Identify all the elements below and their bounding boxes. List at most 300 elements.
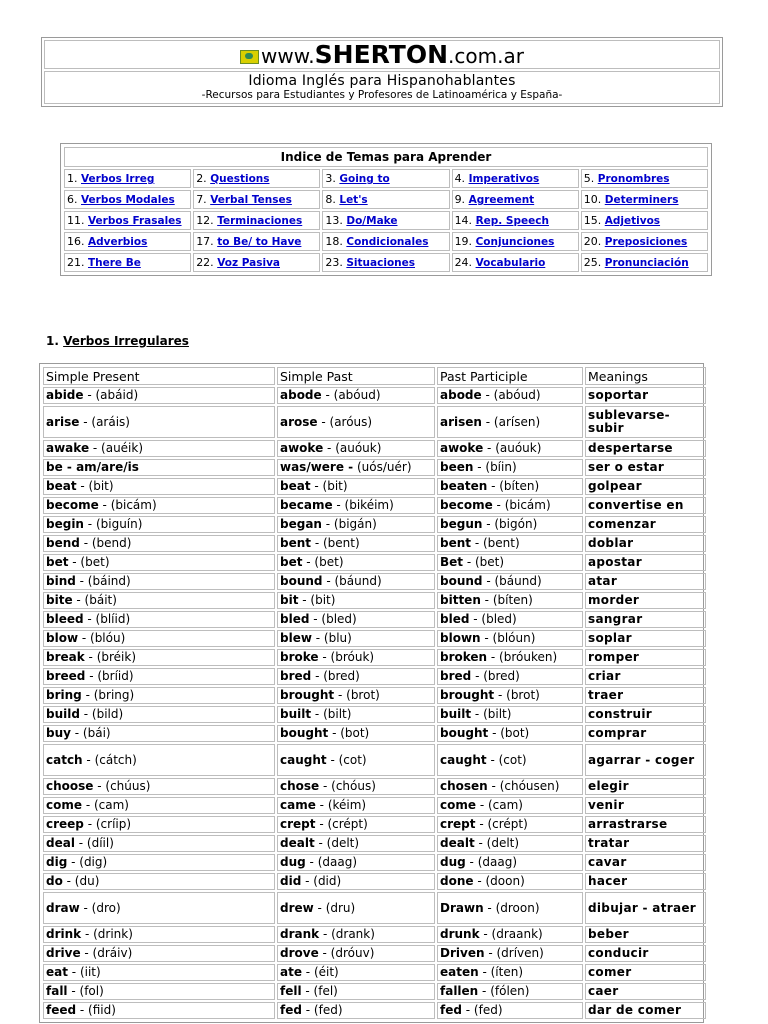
verb-pronunciation: - (bred) <box>311 669 360 683</box>
verb-pronunciation: - (aráis) <box>79 414 130 429</box>
verb-word: fall <box>46 984 68 998</box>
verb-cell <box>437 835 583 852</box>
verb-word: became <box>280 498 333 512</box>
index-number: 16. <box>67 235 85 248</box>
verb-word: began <box>280 517 322 531</box>
index-link[interactable]: Vocabulario <box>475 257 546 269</box>
index-link[interactable]: Questions <box>210 173 270 185</box>
verb-cell <box>437 687 583 704</box>
index-number: 11. <box>67 214 85 227</box>
verb-cell <box>437 873 583 890</box>
verb-word: caught <box>440 752 487 767</box>
verb-word: bitten <box>440 593 481 607</box>
verb-pronunciation: - (fed) <box>301 1003 343 1017</box>
index-link[interactable]: Preposiciones <box>604 236 688 248</box>
verb-pronunciation: - (cam) <box>82 798 129 812</box>
table-row <box>43 516 706 533</box>
column-header: Simple Past <box>277 367 435 385</box>
verb-word: bleed <box>46 612 84 626</box>
index-cell <box>64 190 191 209</box>
table-row <box>43 835 706 852</box>
index-link[interactable]: Let's <box>339 194 368 206</box>
topic-index <box>60 143 712 276</box>
verb-cell <box>437 778 583 795</box>
verb-cell <box>277 816 435 833</box>
table-row <box>43 725 706 742</box>
verb-word: crept <box>280 817 316 831</box>
verb-cell <box>437 945 583 962</box>
verb-word: begun <box>440 517 483 531</box>
verb-cell <box>43 611 275 628</box>
verb-word: do <box>46 874 63 888</box>
verb-word: bound <box>440 574 483 588</box>
verb-cell <box>43 1002 275 1019</box>
verb-pronunciation: - (bicám) <box>492 498 551 512</box>
verb-cell <box>277 873 435 890</box>
verb-pronunciation: - (brot) <box>494 688 540 702</box>
verb-pronunciation: - (drink) <box>81 927 133 941</box>
verb-pronunciation: - (bet) <box>463 555 505 569</box>
verb-cell <box>43 478 275 495</box>
verb-cell <box>437 892 583 924</box>
index-link[interactable]: Determiners <box>604 194 679 206</box>
index-number: 4. <box>454 172 466 185</box>
verb-word: broke <box>280 650 319 664</box>
table-row <box>43 945 706 962</box>
verb-cell <box>437 983 583 1000</box>
index-link[interactable]: Situaciones <box>346 257 415 269</box>
verb-pronunciation: - (biguín) <box>83 517 143 531</box>
index-link[interactable]: Verbos Frasales <box>88 215 182 227</box>
verb-pronunciation: - (blíid) <box>83 612 131 626</box>
meaning-cell: agarrar - coger <box>585 744 706 776</box>
index-link[interactable]: Imperativos <box>468 173 540 185</box>
verb-pronunciation: - (báind) <box>75 574 131 588</box>
verb-pronunciation: - (droon) <box>483 900 540 915</box>
verb-word: dealt <box>280 836 315 850</box>
index-cell <box>64 253 191 272</box>
table-row <box>43 926 706 943</box>
verb-word: chosen <box>440 779 488 793</box>
verb-pronunciation: - (delt) <box>314 836 360 850</box>
index-link[interactable]: Adjetivos <box>604 215 661 227</box>
index-cell <box>581 232 708 251</box>
meaning-cell: construir <box>585 706 706 723</box>
verb-pronunciation: - (bit) <box>76 479 114 493</box>
verb-pronunciation: - (fel) <box>301 984 338 998</box>
verb-pronunciation: - (bet) <box>302 555 344 569</box>
verb-cell <box>43 816 275 833</box>
verb-cell <box>43 926 275 943</box>
verb-cell <box>43 854 275 871</box>
index-number: 19. <box>454 235 473 248</box>
table-row <box>43 983 706 1000</box>
verb-word: arisen <box>440 414 482 429</box>
index-number: 2. <box>196 172 207 185</box>
section-heading <box>46 334 189 348</box>
verb-cell <box>437 387 583 404</box>
verb-pronunciation: - (bikéim) <box>332 498 394 512</box>
verb-word: become <box>46 498 99 512</box>
verb-word: broken <box>440 650 488 664</box>
meaning-cell: despertarse <box>585 440 706 457</box>
meaning-cell: golpear <box>585 478 706 495</box>
verb-pronunciation: - (éit) <box>301 965 339 979</box>
index-link[interactable]: Do/Make <box>346 215 398 227</box>
index-number: 10. <box>583 193 602 206</box>
verb-cell <box>277 554 435 571</box>
verb-word: arose <box>280 414 318 429</box>
index-link[interactable]: Pronombres <box>597 173 670 185</box>
verb-word: fallen <box>440 984 479 998</box>
verb-cell <box>437 611 583 628</box>
verb-cell <box>277 797 435 814</box>
index-cell <box>452 232 579 251</box>
verb-pronunciation: - (bicám) <box>98 498 157 512</box>
verb-pronunciation: - (blu) <box>311 631 352 645</box>
verb-pronunciation: - (auéik) <box>89 441 144 455</box>
verb-cell <box>43 687 275 704</box>
meaning-cell: conducir <box>585 945 706 962</box>
meaning-cell: apostar <box>585 554 706 571</box>
table-row <box>43 554 706 571</box>
verb-cell <box>437 926 583 943</box>
verb-word: blown <box>440 631 481 645</box>
verb-pronunciation: - (bent) <box>471 536 520 550</box>
index-row <box>64 253 708 272</box>
index-link[interactable]: Agreement <box>468 194 535 206</box>
verb-word: awake <box>46 441 90 455</box>
index-link[interactable]: Voz Pasiva <box>217 257 280 269</box>
verb-word: bet <box>46 555 69 569</box>
verb-cell <box>277 945 435 962</box>
index-number: 23. <box>325 256 343 269</box>
verb-word: drank <box>280 927 320 941</box>
table-row <box>43 406 706 438</box>
verb-word: bought <box>280 726 329 740</box>
verb-cell <box>277 630 435 647</box>
verb-word: ate <box>280 965 302 979</box>
verb-cell <box>277 649 435 666</box>
verb-cell <box>277 778 435 795</box>
verb-word: drew <box>280 900 314 915</box>
table-row <box>43 459 706 476</box>
verb-cell <box>437 668 583 685</box>
verb-word: fed <box>280 1003 302 1017</box>
verb-word: feed <box>46 1003 77 1017</box>
irregular-verbs-table <box>39 363 704 1023</box>
brand-name: SHERTON <box>314 40 449 69</box>
verb-word: abide <box>46 388 84 402</box>
verb-pronunciation: - (íten) <box>478 965 524 979</box>
verb-cell <box>277 926 435 943</box>
meaning-cell: atar <box>585 573 706 590</box>
table-row <box>43 440 706 457</box>
verb-pronunciation: - (dro) <box>79 900 121 915</box>
table-row <box>43 964 706 981</box>
verb-word: eat <box>46 965 68 979</box>
verb-word: bit <box>280 593 299 607</box>
verb-word: brought <box>440 688 495 702</box>
meaning-cell: criar <box>585 668 706 685</box>
verb-word: bite <box>46 593 73 607</box>
table-row <box>43 744 706 776</box>
table-row <box>43 778 706 795</box>
verb-pronunciation: - (kéim) <box>315 798 367 812</box>
verb-cell <box>277 1002 435 1019</box>
verb-word: bring <box>46 688 82 702</box>
verb-pronunciation: - (auóuk) <box>483 441 542 455</box>
verb-word: crept <box>440 817 476 831</box>
meaning-cell: sangrar <box>585 611 706 628</box>
verb-pronunciation: - (iit) <box>67 965 101 979</box>
table-row <box>43 816 706 833</box>
index-number: 13. <box>325 214 343 227</box>
verb-word: Driven <box>440 946 485 960</box>
meaning-cell: dibujar - atraer <box>585 892 706 924</box>
verb-cell <box>43 945 275 962</box>
verb-pronunciation: - (bróuken) <box>487 650 558 664</box>
index-link[interactable]: Verbal Tenses <box>210 194 292 206</box>
verb-word: been <box>440 460 474 474</box>
index-cell <box>322 211 449 230</box>
index-number: 18. <box>325 235 343 248</box>
verb-word: arise <box>46 414 80 429</box>
index-link[interactable]: Going to <box>339 173 390 185</box>
verb-word: catch <box>46 752 83 767</box>
verb-cell <box>437 406 583 438</box>
site-tagline: -Recursos para Estudiantes y Profesores de Latinoamérica y España- <box>201 89 563 101</box>
verb-pronunciation: - (daag) <box>305 855 357 869</box>
verb-pronunciation: - (chúus) <box>93 779 151 793</box>
verb-word: awoke <box>280 441 324 455</box>
index-cell <box>581 190 708 209</box>
verb-pronunciation: - (bot) <box>488 726 530 740</box>
verb-pronunciation: - (bring) <box>81 688 135 702</box>
index-number: 8. <box>325 193 336 206</box>
index-cell <box>452 190 579 209</box>
index-number: 3. <box>325 172 336 185</box>
verb-pronunciation: - (did) <box>301 874 342 888</box>
verb-pronunciation: - (crépt) <box>315 817 368 831</box>
verb-cell <box>277 440 435 457</box>
verb-pronunciation: - (draank) <box>479 927 543 941</box>
meaning-cell: convertise en <box>585 497 706 514</box>
verb-word: bred <box>280 669 312 683</box>
verb-word: blew <box>280 631 312 645</box>
verb-pronunciation: - (cam) <box>476 798 523 812</box>
site-header <box>41 37 723 107</box>
index-number: 24. <box>454 256 473 269</box>
index-cell <box>193 232 320 251</box>
verb-word: come <box>46 798 82 812</box>
verb-cell <box>277 668 435 685</box>
table-row <box>43 706 706 723</box>
verb-pronunciation: - (báit) <box>72 593 117 607</box>
verb-cell <box>43 440 275 457</box>
verb-cell <box>43 554 275 571</box>
verb-cell <box>437 459 583 476</box>
index-link[interactable]: There Be <box>88 257 141 269</box>
verb-pronunciation: - (auóuk) <box>323 441 382 455</box>
verb-pronunciation: - (abóud) <box>321 388 381 402</box>
index-cell <box>581 169 708 188</box>
verb-pronunciation: - (fol) <box>67 984 104 998</box>
table-row <box>43 873 706 890</box>
index-number: 20. <box>583 235 602 248</box>
meaning-cell: comenzar <box>585 516 706 533</box>
verb-cell <box>43 649 275 666</box>
table-row <box>43 1002 706 1019</box>
verb-word: bled <box>280 612 310 626</box>
verb-pronunciation: - (bigán) <box>321 517 377 531</box>
verb-word: drive <box>46 946 81 960</box>
meaning-cell: venir <box>585 797 706 814</box>
verb-pronunciation: - (bái) <box>70 726 111 740</box>
verb-word: caught <box>280 752 327 767</box>
index-link[interactable]: Rep. Speech <box>475 215 549 227</box>
verb-cell <box>277 592 435 609</box>
index-cell <box>452 253 579 272</box>
verb-pronunciation: - (báund) <box>482 574 542 588</box>
verb-word: drunk <box>440 927 480 941</box>
verb-word: breed <box>46 669 86 683</box>
index-title: Indice de Temas para Aprender <box>64 147 708 167</box>
column-header: Past Participle <box>437 367 583 385</box>
verb-cell <box>43 497 275 514</box>
index-number: 17. <box>196 235 214 248</box>
verb-cell <box>277 478 435 495</box>
verb-word: beat <box>280 479 311 493</box>
verb-pronunciation: - (cot) <box>326 752 367 767</box>
verb-word: bent <box>440 536 472 550</box>
verb-pronunciation: - (bred) <box>471 669 520 683</box>
index-cell <box>322 253 449 272</box>
verb-pronunciation: - (bigón) <box>482 517 538 531</box>
index-cell <box>64 211 191 230</box>
verb-pronunciation: - (bíin) <box>473 460 517 474</box>
verb-pronunciation: - (bot) <box>328 726 370 740</box>
verb-word: bet <box>280 555 303 569</box>
index-link[interactable]: Verbos Irreg <box>81 173 155 185</box>
verb-word: Drawn <box>440 900 484 915</box>
verb-cell <box>277 387 435 404</box>
verb-cell <box>437 744 583 776</box>
site-subtitle-box <box>44 71 720 104</box>
verb-cell <box>277 706 435 723</box>
verb-cell <box>43 964 275 981</box>
verb-cell <box>43 459 275 476</box>
verb-word: drink <box>46 927 82 941</box>
column-header: Simple Present <box>43 367 275 385</box>
table-row <box>43 497 706 514</box>
verb-pronunciation: - (abáid) <box>83 388 139 402</box>
verb-pronunciation: - (fiid) <box>76 1003 116 1017</box>
verb-cell <box>437 1002 583 1019</box>
verb-cell <box>277 835 435 852</box>
table-row <box>43 854 706 871</box>
table-row <box>43 611 706 628</box>
verb-word: abode <box>440 388 482 402</box>
verb-word: fell <box>280 984 302 998</box>
table-row <box>43 478 706 495</box>
index-link[interactable]: Conjunciones <box>475 236 555 248</box>
site-brand[interactable] <box>44 40 720 69</box>
verb-pronunciation: - (delt) <box>474 836 520 850</box>
verb-cell <box>277 854 435 871</box>
meaning-cell: soportar <box>585 387 706 404</box>
verb-word: bend <box>46 536 80 550</box>
index-row <box>64 190 708 209</box>
verb-pronunciation: - (dróuv) <box>318 946 375 960</box>
verb-pronunciation: - (bríid) <box>85 669 134 683</box>
verb-cell <box>437 706 583 723</box>
verb-cell <box>437 535 583 552</box>
meaning-cell: romper <box>585 649 706 666</box>
verb-cell <box>43 892 275 924</box>
verb-cell <box>437 592 583 609</box>
verb-pronunciation: - (bréik) <box>84 650 137 664</box>
verb-cell <box>437 554 583 571</box>
verb-pronunciation: - (bíten) <box>487 479 540 493</box>
meaning-cell: elegir <box>585 778 706 795</box>
verb-cell <box>43 725 275 742</box>
index-link[interactable]: Terminaciones <box>217 215 303 227</box>
verb-pronunciation: - (bled) <box>309 612 357 626</box>
verb-cell <box>437 816 583 833</box>
verb-cell <box>43 797 275 814</box>
verb-cell <box>43 573 275 590</box>
verb-pronunciation: - (dráiv) <box>80 946 133 960</box>
verb-pronunciation: - (bend) <box>79 536 132 550</box>
index-cell <box>322 169 449 188</box>
verb-word: built <box>280 707 312 721</box>
index-row <box>64 232 708 251</box>
meaning-cell: soplar <box>585 630 706 647</box>
index-cell <box>452 169 579 188</box>
table-row <box>43 535 706 552</box>
verb-word: buy <box>46 726 71 740</box>
verb-word: dug <box>280 855 306 869</box>
table-row <box>43 687 706 704</box>
verb-cell <box>43 535 275 552</box>
verb-pronunciation: - (dríven) <box>484 946 544 960</box>
verb-cell <box>43 630 275 647</box>
verb-pronunciation: - (brot) <box>334 688 380 702</box>
verb-cell <box>437 649 583 666</box>
index-link[interactable]: Pronunciación <box>604 257 689 269</box>
index-link[interactable]: Verbos Modales <box>81 194 175 206</box>
brand-tld: .com.ar <box>448 44 524 68</box>
meaning-cell: hacer <box>585 873 706 890</box>
verb-word: chose <box>280 779 320 793</box>
verb-pronunciation: - (bilt) <box>311 707 352 721</box>
index-row <box>64 169 708 188</box>
verb-word: bred <box>440 669 472 683</box>
verb-pronunciation: - (drank) <box>319 927 375 941</box>
verb-pronunciation: - (bíten) <box>480 593 533 607</box>
verb-word: abode <box>280 388 322 402</box>
index-number: 7. <box>196 193 207 206</box>
index-link[interactable]: to Be/ to Have <box>217 236 302 248</box>
logo-icon <box>240 50 259 64</box>
verb-word: did <box>280 874 302 888</box>
verb-pronunciation: - (chóus) <box>319 779 376 793</box>
index-link[interactable]: Adverbios <box>88 236 148 248</box>
verb-pronunciation: - (dru) <box>313 900 356 915</box>
index-link[interactable]: Condicionales <box>346 236 429 248</box>
verb-cell <box>277 406 435 438</box>
